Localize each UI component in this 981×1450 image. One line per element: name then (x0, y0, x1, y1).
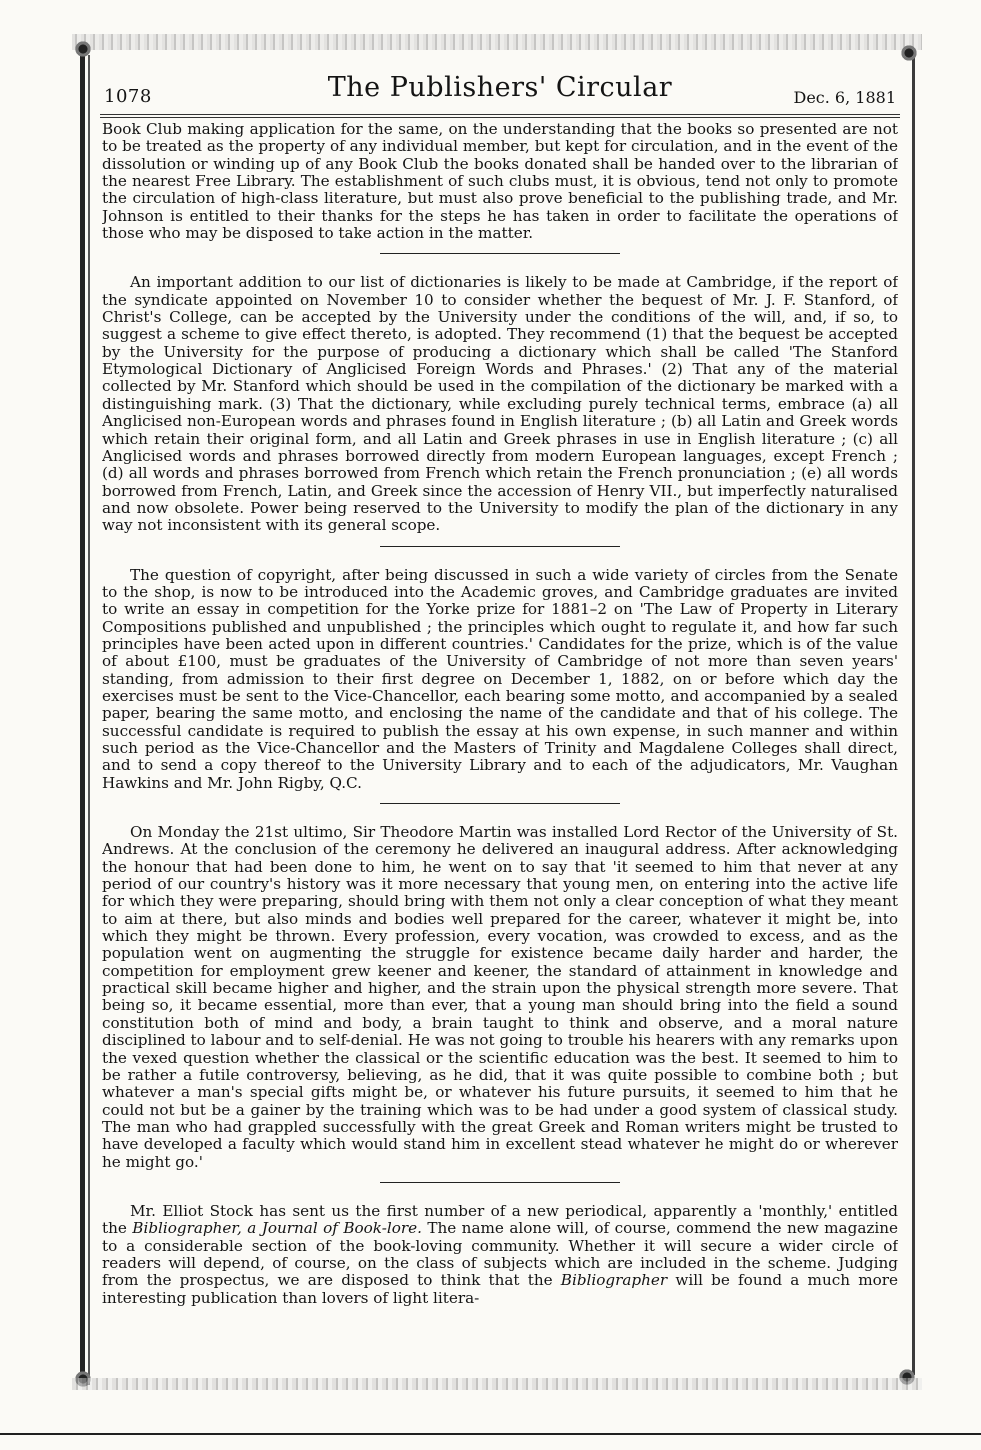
page-date: Dec. 6, 1881 (793, 88, 896, 107)
binding-rule-inner (88, 55, 90, 1385)
paragraph-copyright: The question of copyright, after being discussed in such a wide variety of circles from the Senate to the shop, is now to be introduced into the Academic groves, and Cambridge graduates are invited to write an essay in competition for the Yorke prize for 1881–2 on 'The Law of Property in Literary Compositions published and unpublished ; the principles which ought to regulate it, and how far such principles have been acted upon in different countries.' Candidates for the prize, which is of the value of about £100, must be graduates of the University of Cambridge of not more than seven years' standing, from admission to their first degree on December 1, 1882, on or before which day the exercises must be sent to the Vice-Chancellor, each bearing some motto, and accompanied by a sealed paper, bearing the same motto, and enclosing the name of the candidate and that of his college. The successful candidate is required to publish the essay at his own expense, in such manner and within such period as the Vice-Chancellor and the Masters of Trinity and Magdalene Colleges shall direct, and to send a copy thereof to the University Library and to each of the adjudicators, Mr. Vaughan Hawkins and Mr. John Rigby, Q.C. (102, 565, 898, 792)
text-run: Mr. Elliot Stock has sent us the first number of a new periodical, apparently a 'monthly,' entitled the (102, 1201, 898, 1238)
section-divider (380, 546, 620, 547)
page-title: The Publishers' Circular (327, 72, 673, 103)
page-header (100, 72, 900, 112)
section-divider (380, 1182, 620, 1183)
corner-ornament-icon (74, 40, 92, 58)
binding-rule (80, 55, 85, 1385)
page-number: 1078 (104, 86, 152, 107)
scan-edge-top (72, 34, 922, 50)
scan-edge-bottom (72, 1378, 922, 1390)
article-column (102, 121, 898, 1383)
paragraph-bibliographer (102, 1203, 898, 1307)
bottom-border (0, 1433, 981, 1435)
section-divider (380, 253, 620, 254)
paragraph-lord-rector: On Monday the 21st ultimo, Sir Theodore Martin was installed Lord Rector of the University of St. Andrews. At the conclusion of the ceremony he delivered an inaugural address. After acknowledging the honour that had been done to him, he went on to say that 'it seemed to him that never at any period of our country's history was it more necessary that young men, on entering into the active life for which they were preparing, should bring with them not only a clear conception of what they meant to aim at there, but also minds and bodies well prepared for the career, whatever it might be, into which they might be thrown. Every profession, every vocation, was crowded to excess, and as the population went on augmenting the struggle for existence became daily harder and harder, the competition for employment grew keener and keener, the standard of attainment in knowledge and practical skill became higher and higher, and the strain upon the physical strength more severe. That being so, it became essential, more than ever, that a young man should bring into the field a sound constitution both of mind and body, a brain taught to think and observe, and a moral nature disciplined to labour and to self-denial. He was not going to trouble his hearers with any remarks upon the vexed question whether the classical or the scientific education was the best. It seemed to him to be rather a futile controversy, believing, as he did, that it was quite possible to combine both ; but whatever a man's special gifts might be, or whatever his future pursuits, it seemed to him that he could not but be a gainer by the training which was to be had under a good system of classical study. The man who had grappled successfully with the great Greek and Roman writers might be trusted to have developed a faculty which would stand him in excellent stead whatever he might do or wherever he might go.' (102, 823, 898, 1171)
text-run: will be found a much more interesting publication than lovers of light litera- (102, 1271, 898, 1307)
paragraph-book-club: Book Club making application for the same, on the understanding that the books so presented are not to be treated as the property of any individual member, but kept for circulation, and in the event of the dissolution or winding up of any Book Club the books donated shall be handed over to the librarian of the nearest Free Library. The establishment of such clubs must, it is obvious, tend not only to promote the circulation of high-class literature, but must also prove beneficial to the publishing trade, and Mr. Johnson is entitled to their thanks for the steps he has taken in order to facilitate the operations of those who may be disposed to take action in the matter. (102, 121, 898, 243)
periodical-title-short: Bibliographer (560, 1271, 668, 1290)
header-rule (100, 114, 900, 118)
periodical-title: Bibliographer, a Journal of Book-lore. (132, 1219, 422, 1238)
page-border-right (912, 55, 915, 1375)
section-divider (380, 803, 620, 804)
paragraph-dictionary: An important addition to our list of dictionaries is likely to be made at Cambridge, if the report of the syndicate appointed on November 10 to consider whether the bequest of Mr. J. F. Stanford, of Christ's College, can be accepted by the University under the conditions of the will, and, if so, to suggest a scheme to give effect thereto, is adopted. They recommend (1) that the bequest be accepted by the University for the purpose of producing a dictionary which shall be called 'The Stanford Etymological Dictionary of Anglicised Foreign Words and Phrases.' (2) That any of the material collected by Mr. Stanford which should be used in the compilation of the dictionary be marked with a distinguishing mark. (3) That the dictionary, while excluding purely technical terms, embrace (a) all Anglicised non-European words and phrases found in English literature ; (b) all Latin and Greek words which retain their original form, and all Latin and Greek phrases in use in English literature ; (c) all Anglicised words and phrases borrowed directly from modern European languages, except French ; (d) all words and phrases borrowed from French which retain the French pronunciation ; (e) all words borrowed from French, Latin, and Greek since the accession of Henry VII., but imperfectly naturalised and now obsolete. Power being reserved to the University to modify the plan of the dictionary in any way not inconsistent with its general scope. (102, 273, 898, 535)
text-run: The name alone will, of course, commend the new magazine to a considerable section of the book-loving community. Whether it will secure a wider circle of readers will depend, of course, on the class of subjects which are included in the scheme. Judging from the prospectus, we are disposed to think that the (102, 1219, 898, 1290)
corner-ornament-icon (900, 44, 918, 62)
